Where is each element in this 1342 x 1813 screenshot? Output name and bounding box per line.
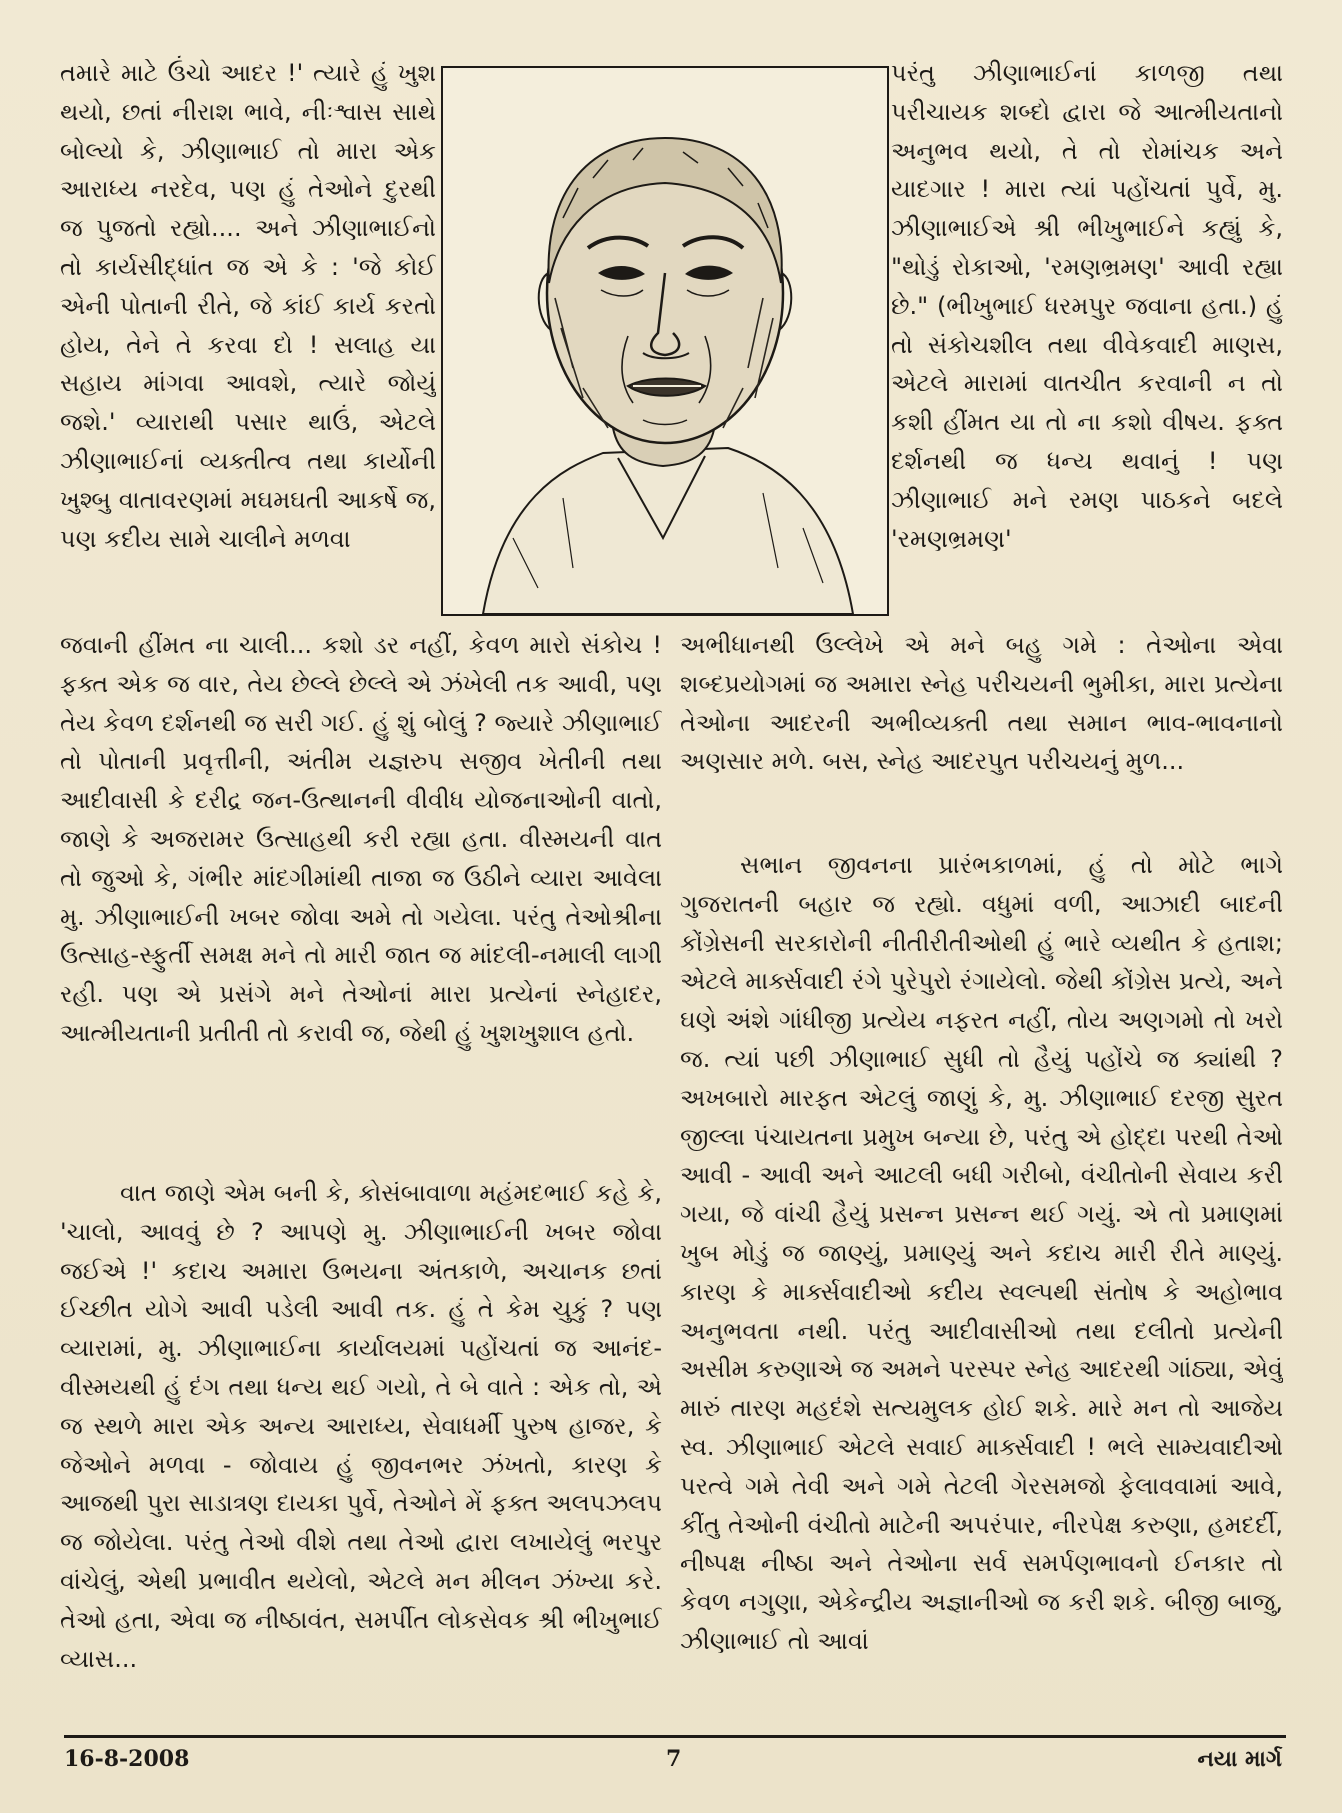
right-column-top-text: પરંતુ ઝીણાભાઈનાં કાળજી તથા પરીચાયક શબ્દો દ્વારા જે આત્મીયતાનો અનુભવ થયો, તે તો રોમાંચક અને યાદગાર ! મારા ત્યાં પહોંચતાં પુર્વે, મુ. ઝીણાભાઈએ શ્રી ભીખુભાઈને કહ્યું કે, "થોડું રોકાઓ, 'રમણભ્રમણ' આવી રહ્યા છે." (ભીખુભાઈ ધરમપુર જવાના હતા.) હું તો સંકોચશીલ તથા વીવેકવાદી માણસ, એટલે મારામાં વાતચીત કરવાની ન તો કશી હીંમત યા તો ના કશો વીષય. ફક્ત દર્શનથી જ ધન્ય થવાનું ! પણ ઝીણાભાઈ મને રમણ પાઠકને બદલે 'રમણભ્રમણ' <box>891 59 1283 553</box>
page-number: 7 <box>666 1746 682 1772</box>
right-column-main-text: અભીધાનથી ઉલ્લેખે એ મને બહુ ગમે : તેઓના એવા શબ્દપ્રયોગમાં જ અમારા સ્નેહ પરીચયની ભુમીકા, મારા પ્રત્યેના તેઓના આદરની અભીવ્યક્તી તથા સમાન ભાવ-ભાવનાનો અણસાર મળે. બસ, સ્નેહ આદરપુત પરીચયનું મુળ... <box>680 631 1283 776</box>
footer-rule <box>64 1735 1286 1738</box>
portrait-illustration <box>441 66 889 616</box>
publication-name: નયા માર્ગ <box>1197 1746 1282 1772</box>
right-column-paragraph-2: સભાન જીવનના પ્રારંભકાળમાં, હું તો મોટે ભાગે ગુજરાતની બહાર જ રહ્યો. વધુમાં વળી, આઝાદી બાદની કોંગ્રેસની સરકારોની નીતીરીતીઓથી હું ભારે વ્યથીત કે હતાશ; એટલે માર્ક્સવાદી રંગે પુરેપુરો રંગાયેલો. જેથી કોંગ્રેસ પ્રત્યે, અને ઘણે અંશે ગાંધીજી પ્રત્યેય નફરત નહીં, તોય અણગમો તો ખરો જ. ત્યાં પછી ઝીણાભાઈ સુધી તો હૈયું પહોંચે જ ક્યાંથી ? અખબારો મારફત એટલું જાણું કે, મુ. ઝીણાભાઈ દરજી સુરત જીલ્લા પંચાયતના પ્રમુખ બન્યા છે, પરંતુ એ હોદ્દા પરથી તેઓ આવી - આવી અને આટલી બધી ગરીબો, વંચીતોની સેવાય કરી ગયા, જે વાંચી હૈયું પ્રસન્ન પ્રસન્ન થઈ ગયું. એ તો પ્રમાણમાં ખુબ મોડું જ જાણ્યું, પ્રમાણ્યું અને કદાચ મારી રીતે માણ્યું. કારણ કે માર્ક્સવાદીઓ કદીય સ્વલ્પથી સંતોષ કે અહોભાવ અનુભવતા નથી. પરંતુ આદીવાસીઓ તથા દલીતો પ્રત્યેની અસીમ કરુણાએ જ અમને પરસ્પર સ્નેહ આદરથી ગાંઠ્યા, એવું મારું તારણ મહદંશે સત્યમુલક હોઈ શકે. મારે મન તો આજેય સ્વ. ઝીણાભાઈ એટલે સવાઈ માર્ક્સવાદી ! ભલે સામ્યવાદીઓ પરત્વે ગમે તેવી અને ગમે તેટલી ગેરસમજો ફેલાવવામાં આવે, કીંતુ તેઓની વંચીતો માટેની અપરંપાર, નીરપેક્ષ કરુણા, હમદર્દી, નીષ્પક્ષ નીષ્ઠા અને તેઓના સર્વ સમર્પણભાવનો ઈનકાર તો કેવળ નગુણા, એકેન્દ્રીય અજ્ઞાનીઓ જ કરી શકે. બીજી બાજુ, ઝીણાભાઈ તો આવાં <box>680 851 1283 1655</box>
left-column-main-text: જવાની હીંમત ના ચાલી... કશો ડર નહીં, કેવળ મારો સંકોચ ! ફક્ત એક જ વાર, તેય છેલ્લે છેલ્લે એ ઝંખેલી તક આવી, પણ તેય કેવળ દર્શનથી જ સરી ગઈ. હું શું બોલું ? જ્યારે ઝીણાભાઈ તો પોતાની પ્રવૃત્તીની, અંતીમ યજ્ઞરુપ સજીવ ખેતીની તથા આદીવાસી કે દરીદ્ર જન-ઉત્થાનની વીવીધ યોજનાઓની વાતો, જાણે કે અજરામર ઉત્સાહથી કરી રહ્યા હતા. વીસ્મયની વાત તો જુઓ કે, ગંભીર માંદગીમાંથી તાજા જ ઉઠીને વ્યારા આવેલા મુ. ઝીણાભાઈની ખબર જોવા અમે તો ગયેલા. પરંતુ તેઓશ્રીના ઉત્સાહ-સ્ફુર્તી સમક્ષ મને તો મારી જાત જ માંદલી-નમાલી લાગી રહી. પણ એ પ્રસંગે મને તેઓનાં મારા પ્રત્યેનાં સ્નેહાદર, આત્મીયતાની પ્રતીતી તો કરાવી જ, જેથી હું ખુશખુશાલ હતો. <box>60 631 662 1047</box>
footer-date: 16-8-2008 <box>64 1746 190 1772</box>
left-column-paragraph-2: વાત જાણે એમ બની કે, કોસંબાવાળા મહંમદભાઈ કહે કે, 'ચાલો, આવવું છે ? આપણે મુ. ઝીણાભાઈની ખબર જોવા જઈએ !' કદાચ અમારા ઉભયના અંતકાળે, અચાનક છતાં ઈચ્છીત યોગે આવી પડેલી આવી તક. હું તે કેમ ચુકું ? પણ વ્યારામાં, મુ. ઝીણાભાઈના કાર્યાલયમાં પહોંચતાં જ આનંદ-વીસ્મયથી હું દંગ તથા ધન્ય થઈ ગયો, તે બે વાતે : એક તો, એ જ સ્થળે મારા એક અન્ય આરાધ્ય, સેવાધર્મી પુરુષ હાજર, કે જેઓને મળવા - જોવાય હું જીવનભર ઝંખતો, કારણ કે આજથી પુરા સાડાત્રણ દાયકા પુર્વે, તેઓને મેં ફક્ત અલપઝલપ જ જોયેલા. પરંતુ તેઓ વીશે તથા તેઓ દ્વારા લખાયેલું ભરપુર વાંચેલું, એથી પ્રભાવીત થયેલો, એટલે મન મીલન ઝંખ્યા કરે. તેઓ હતા, એવા જ નીષ્ઠાવંત, સમર્પીત લોકસેવક શ્રી ભીખુભાઈ વ્યાસ... <box>60 1179 662 1673</box>
left-column-top-text: તમારે માટે ઉંચો આદર !' ત્યારે હું ખુશ થયો, છતાં નીરાશ ભાવે, નીઃશ્વાસ સાથે બોલ્યો કે, ઝીણાભાઈ તો મારા એક આરાધ્ય નરદેવ, પણ હું તેઓને દુરથી જ પુજતો રહ્યો.... અને ઝીણાભાઈનો તો કાર્યસીદ્ધાંત જ એ કે : 'જે કોઈ એની પોતાની રીતે, જે કાંઈ કાર્ય કરતો હોય, તેને તે કરવા દો ! સલાહ યા સહાય માંગવા આવશે, ત્યારે જોયું જશે.' વ્યારાથી પસાર થાઉં, એટલે ઝીણાભાઈનાં વ્યક્તીત્વ તથા કાર્યોની ખુશ્બુ વાતાવરણમાં મઘમઘતી આકર્ષે જ, પણ કદીય સામે ચાલીને મળવા <box>60 59 436 553</box>
